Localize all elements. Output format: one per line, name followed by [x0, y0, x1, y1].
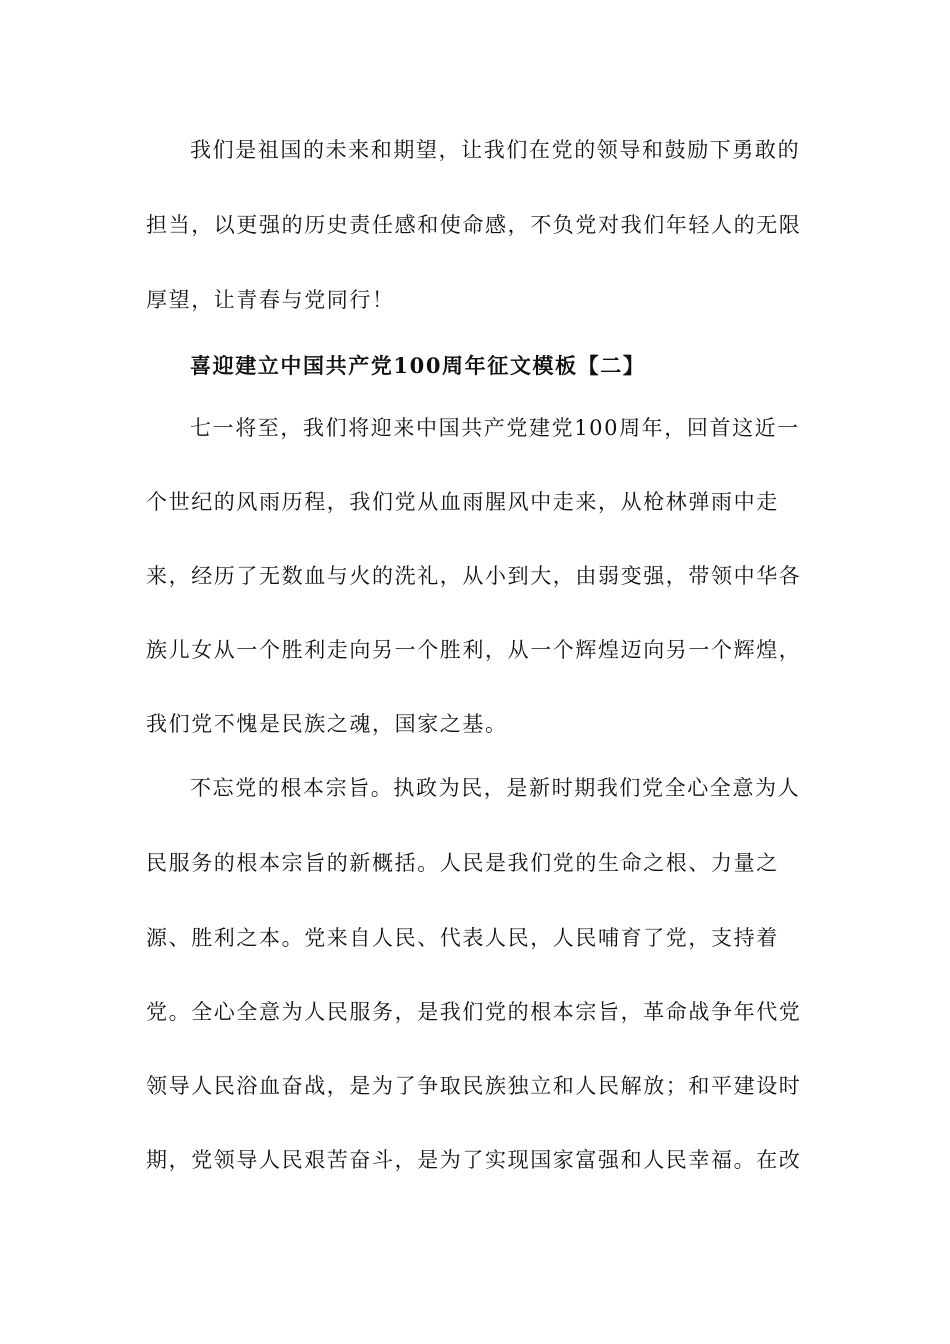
paragraph-1-line-3: 厚望，让青春与党同行！ [146, 288, 395, 312]
paragraph-2-line-4: 族儿女从一个胜利走向另一个胜利，从一个辉煌迈向另一个辉煌， [146, 638, 802, 662]
paragraph-3-line-5: 领导人民浴血奋战，是为了争取民族独立和人民解放；和平建设时 [146, 1074, 802, 1098]
paragraph-2-line-1: 七一将至，我们将迎来中国共产党建党100周年，回首这近一 [190, 416, 800, 440]
paragraph-3-line-3: 源、胜利之本。党来自人民、代表人民，人民哺育了党，支持着 [146, 926, 779, 950]
paragraph-3-line-1: 不忘党的根本宗旨。执政为民，是新时期我们党全心全意为人 [190, 776, 801, 800]
paragraph-3-line-4: 党。全心全意为人民服务，是我们党的根本宗旨，革命战争年代党 [146, 1000, 802, 1024]
section-heading: 喜迎建立中国共产党100周年征文模板【二】 [190, 353, 646, 378]
paragraph-3-line-6: 期，党领导人民艰苦奋斗，是为了实现国家富强和人民幸福。在改 [146, 1148, 802, 1172]
paragraph-1-line-2: 担当，以更强的历史责任感和使命感，不负党对我们年轻人的无限 [146, 213, 802, 237]
paragraph-2-line-2: 个世纪的风雨历程，我们党从血雨腥风中走来，从枪林弹雨中走 [146, 490, 779, 514]
paragraph-2-line-5: 我们党不愧是民族之魂，国家之基。 [146, 712, 508, 736]
paragraph-1-line-1: 我们是祖国的未来和期望，让我们在党的领导和鼓励下勇敢的 [190, 138, 801, 162]
paragraph-2-line-3: 来，经历了无数血与火的洗礼，从小到大，由弱变强，带领中华各 [146, 564, 802, 588]
paragraph-3-line-2: 民服务的根本宗旨的新概括。人民是我们党的生命之根、力量之 [146, 851, 779, 875]
